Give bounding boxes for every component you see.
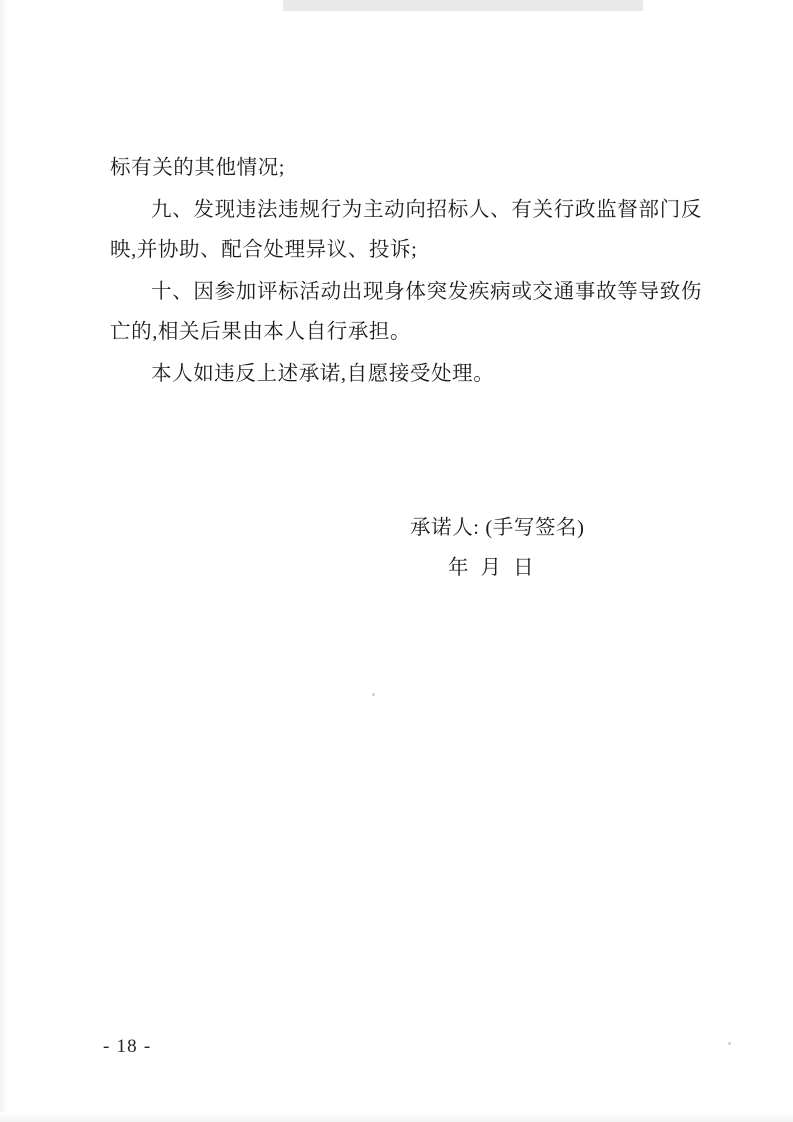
scan-artifact-left-edge	[0, 0, 7, 1122]
scan-speck	[372, 693, 375, 696]
scan-speck	[728, 1042, 731, 1045]
signature-block	[110, 508, 702, 588]
paragraph-item-nine: 九、发现违法违规行为主动向招标人、有关行政监督部门反映,并协助、配合处理异议、投诉;	[110, 199, 702, 261]
scan-artifact-top-band	[283, 0, 643, 11]
signature-date-line: 年 月 日	[448, 557, 535, 579]
paragraph-item-ten: 十、因参加评标活动出现身体突发疾病或交通事故等导致伤亡的,相关后果由本人自行承担。	[110, 281, 702, 343]
page-number: - 18 -	[103, 1036, 152, 1057]
paragraph-closing-statement: 本人如违反上述承诺,自愿接受处理。	[151, 363, 495, 385]
paragraph-continuation: 标有关的其他情况;	[110, 157, 286, 179]
document-body	[110, 148, 702, 394]
promisor-signature-line: 承诺人: (手写签名)	[410, 517, 585, 539]
scan-artifact-bottom-edge	[0, 1112, 793, 1122]
